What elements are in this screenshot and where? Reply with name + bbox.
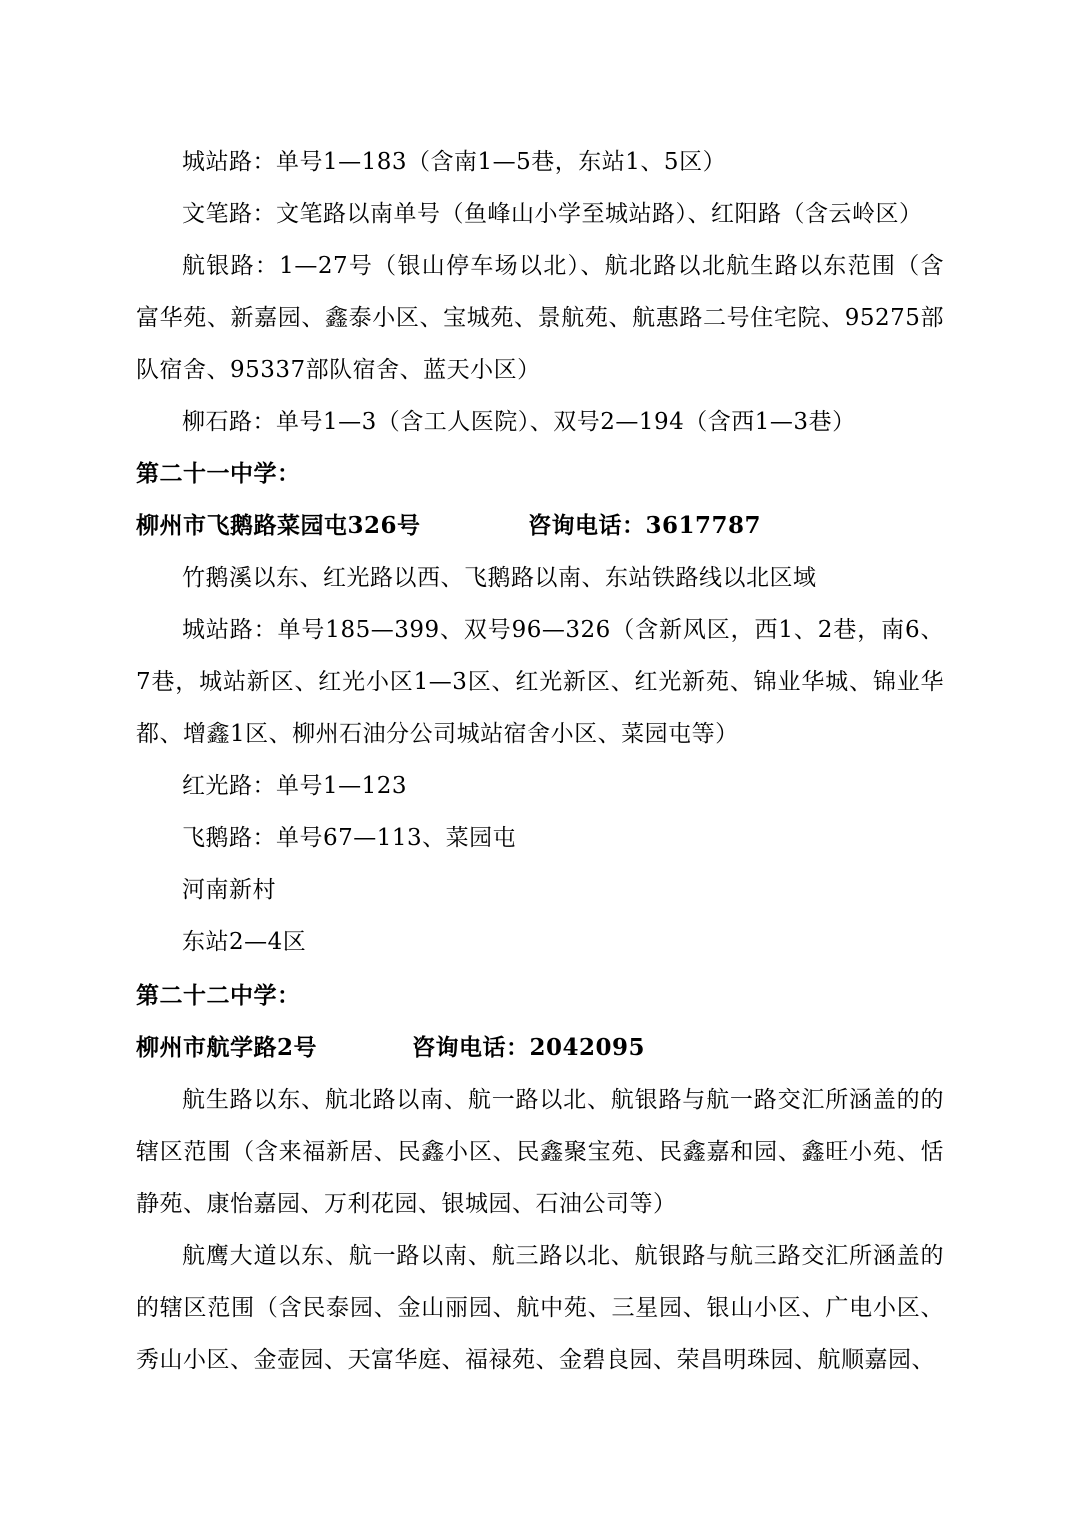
school-22-heading: 第二十二中学： xyxy=(136,982,301,1009)
school-22-area-1: 航生路以东、航北路以南、航一路以北、航银路与航一路交汇所涵盖的的辖区范围（含来福新居、民鑫小区、民鑫聚宝苑、民鑫嘉和园、鑫旺小苑、恬静苑、康怡嘉园、万利花园、银城园、石油公司等） xyxy=(136,1087,944,1217)
school-21-dongzhan: 东站2—4区 xyxy=(182,929,307,955)
school-22-contact xyxy=(136,1022,646,1074)
school-21-heading: 第二十一中学： xyxy=(136,460,301,487)
school-21-feie-road: 飞鹅路：单号67—113、菜园屯 xyxy=(182,825,517,851)
school-21-phone: 咨询电话：3617787 xyxy=(528,512,762,539)
school-21-area: 竹鹅溪以东、红光路以西、飞鹅路以南、东站铁路线以北区域 xyxy=(182,565,817,591)
school-21-contact xyxy=(136,500,762,552)
school-22-phone: 咨询电话：2042095 xyxy=(412,1034,646,1061)
paragraph-hangyin-road: 航银路：1—27号（银山停车场以北）、航北路以北航生路以东范围（含富华苑、新嘉园、鑫泰小区、宝城苑、景航苑、航惠路二号住宅院、95275部队宿舍、95337部队宿舍、蓝天小区） xyxy=(136,253,944,383)
school-21-chengzhan-road: 城站路：单号185—399、双号96—326（含新风区，西1、2巷，南6、7巷，城站新区、红光小区1—3区、红光新区、红光新苑、锦业华城、锦业华都、增鑫1区、柳州石油分公司城站宿舍小区、菜园屯等） xyxy=(136,617,944,747)
paragraph-wenbi-road: 文笔路：文笔路以南单号（鱼峰山小学至城站路）、红阳路（含云岭区） xyxy=(182,201,923,227)
school-21-henan-village: 河南新村 xyxy=(182,877,276,903)
school-21-address: 柳州市飞鹅路菜园屯326号 xyxy=(136,512,421,539)
school-21-hongguang-road: 红光路：单号1—123 xyxy=(182,773,408,799)
paragraph-liushi-road: 柳石路：单号1—3（含工人医院）、双号2—194（含西1—3巷） xyxy=(182,409,856,435)
paragraph-chengzhan-road: 城站路：单号1—183（含南1—5巷，东站1、5区） xyxy=(182,149,727,175)
school-22-address: 柳州市航学路2号 xyxy=(136,1034,318,1061)
school-22-area-2: 航鹰大道以东、航一路以南、航三路以北、航银路与航三路交汇所涵盖的的辖区范围（含民泰园、金山丽园、航中苑、三星园、银山小区、广电小区、秀山小区、金壶园、天富华庭、福禄苑、金碧良园、荣昌明珠园、航顺嘉园、 xyxy=(136,1243,944,1373)
